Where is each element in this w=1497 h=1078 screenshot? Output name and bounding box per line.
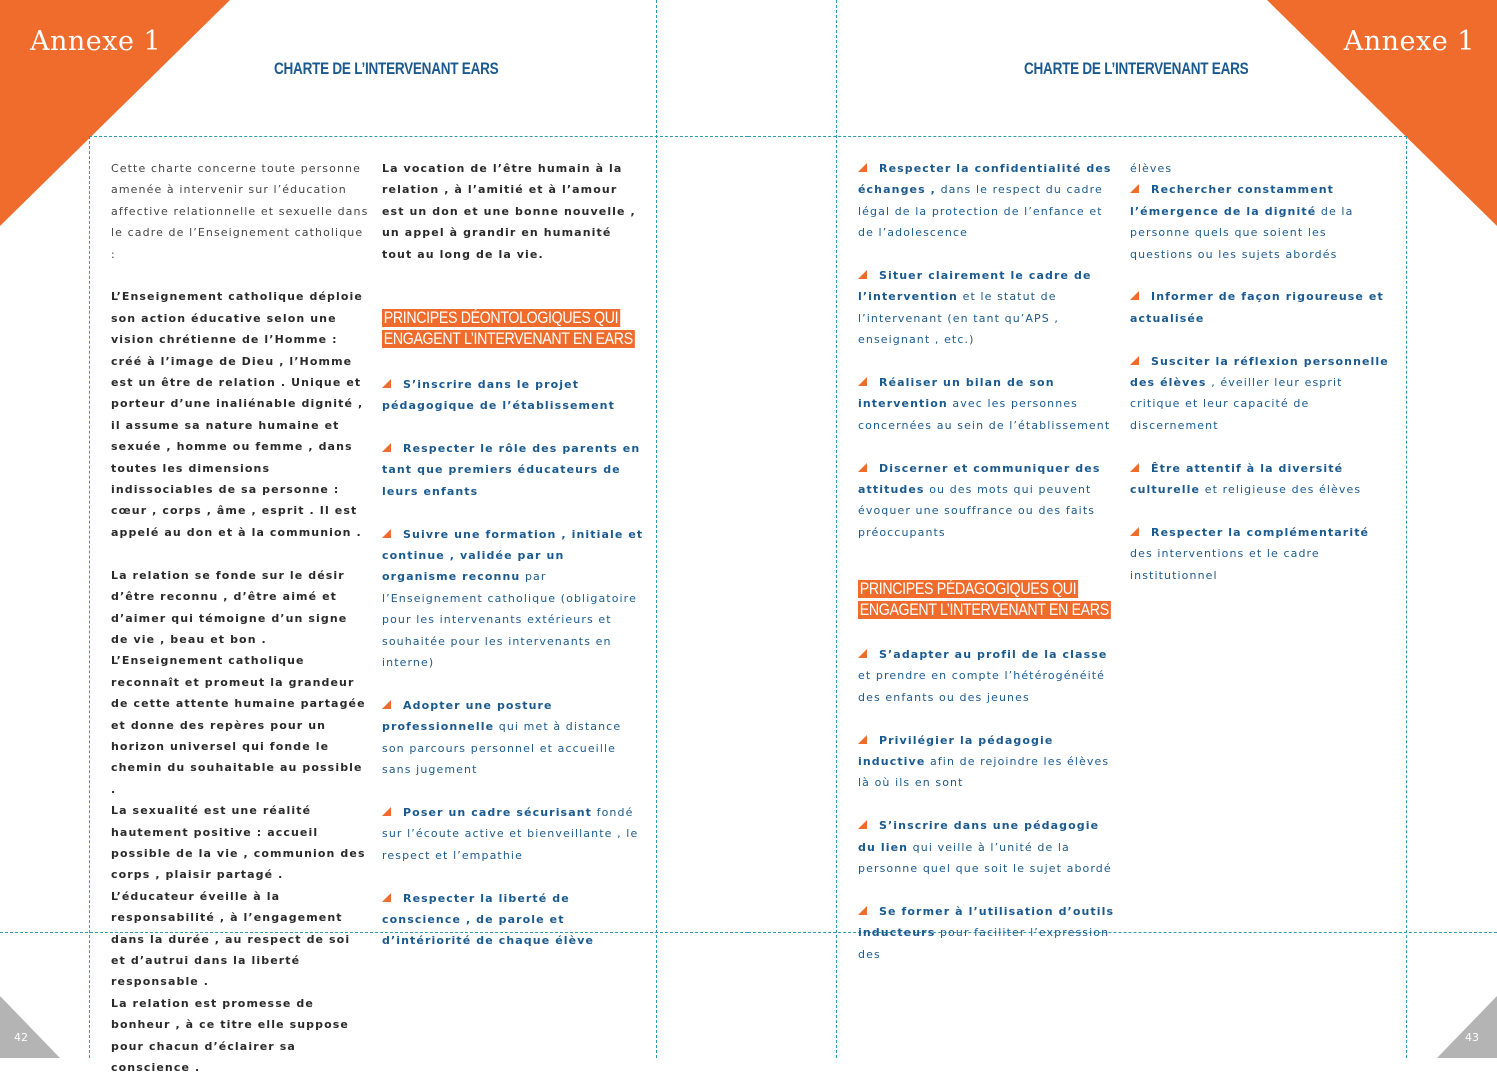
triangle-bullet-icon xyxy=(858,820,867,829)
right-page xyxy=(748,0,1497,1058)
list-item: Privilégier la pédagogie inductive afin de rejoindre les élèves là où ils en sont xyxy=(858,733,1110,790)
triangle-bullet-icon xyxy=(382,700,391,709)
right-column-1 xyxy=(858,158,1120,965)
list-item: S’inscrire dans une pédagogie du lien qui veille à l’unité de la personne quel que soit le sujet abordé xyxy=(858,819,1112,876)
triangle-bullet-icon xyxy=(858,270,867,279)
list-item: Être attentif à la diversité culturelle et religieuse des élèves xyxy=(1130,461,1362,497)
list-item: Réaliser un bilan de son intervention avec les personnes concernées au sein de l’établissement xyxy=(858,376,1111,432)
page-title: CHARTE DE L’INTERVENANT EARS xyxy=(274,60,499,78)
triangle-bullet-icon xyxy=(858,649,867,658)
list-item: Poser un cadre sécurisant fondé sur l’écoute active et bienveillante , le respect et l’empathie xyxy=(382,805,639,862)
intro-text: La vocation de l’être humain à la relation , à l’amitié et à l’amour est un don et une bonne nouvelle , un appel à grandir en humanité tout au long de la vie. xyxy=(382,162,636,261)
triangle-bullet-icon xyxy=(1130,184,1139,193)
continuation-text: élèves xyxy=(1130,162,1173,175)
guide-line xyxy=(89,136,90,1058)
bottom-left-gray-corner xyxy=(0,996,60,1058)
guide-line xyxy=(748,136,1407,137)
guide-line xyxy=(836,0,837,1058)
paragraph: L’éducateur éveille à la responsabilité , à l’engagement dans la durée , au respect de soi et d’autrui dans la liberté responsable . xyxy=(111,889,351,989)
list-item: S’inscrire dans le projet pédagogique de l’établissement xyxy=(382,377,615,413)
list-item: Rechercher constamment l’émergence de la dignité de la personne quels que soient les questions ou les sujets abordés xyxy=(1130,183,1354,261)
guide-line xyxy=(89,136,748,137)
paragraph: La relation se fonde sur le désir d’être reconnu , d’être aimé et d’aimer qui témoigne d’un signe de vie , beau et bon . L’Enseignement catholique reconnaît et promeut la grandeur de cette attente humaine partagée et donne des repères pour un horizon universel qui fonde le chemin du souhaitable au possible . xyxy=(111,568,366,796)
left-column-2 xyxy=(382,158,644,952)
list-item: Adopter une posture professionnelle qui met à distance son parcours personnel et accueille sans jugement xyxy=(382,698,622,777)
page-title: CHARTE DE L’INTERVENANT EARS xyxy=(1024,60,1249,78)
list-item: Informer de façon rigoureuse et actualisée xyxy=(1130,290,1384,325)
list-item: Se former à l’utilisation d’outils inducteurs pour faciliter l’expression des xyxy=(858,904,1115,961)
list-item: Discerner et communiquer des attitudes ou des mots qui peuvent évoquer une souffrance ou des faits préoccupants xyxy=(858,461,1101,539)
triangle-bullet-icon xyxy=(382,379,391,388)
triangle-bullet-icon xyxy=(382,893,391,902)
list-item: Respecter la complémentarité des interventions et le cadre institutionnel xyxy=(1130,525,1370,582)
page-number: 42 xyxy=(14,1031,28,1044)
triangle-bullet-icon xyxy=(858,735,867,744)
triangle-bullet-icon xyxy=(382,529,391,538)
triangle-bullet-icon xyxy=(1130,291,1139,300)
page-number: 43 xyxy=(1465,1031,1479,1044)
list-item: Situer clairement le cadre de l’intervention et le statut de l’intervenant (en tant qu’APS , enseignant , etc.) xyxy=(858,269,1092,347)
annexe-label: Annexe 1 xyxy=(30,26,162,57)
triangle-bullet-icon xyxy=(1130,463,1139,472)
paragraph: L’Enseignement catholique déploie son action éducative selon une vision chrétienne de l’Homme : créé à l’image de Dieu , l’Homme est un être de relation . Unique et porteur d’une inaliénable dignité , il assume sa nature humaine et sexuée , homme ou femme , dans toutes les dimensions indissociables de sa personne : cœur , corps , âme , esprit . Il est appelé au don et à la communion . xyxy=(111,290,364,539)
annexe-label: Annexe 1 xyxy=(1343,26,1475,57)
paragraph: La sexualité est une réalité hautement positive : accueil possible de la vie , communion des corps , plaisir partagé . xyxy=(111,804,366,882)
triangle-bullet-icon xyxy=(858,163,867,172)
triangle-bullet-icon xyxy=(1130,356,1139,365)
list-item: Respecter la confidentialité des échanges , dans le respect du cadre légal de la protection de l’enfance et de l’adolescence xyxy=(858,162,1112,240)
right-column-2 xyxy=(1130,158,1392,586)
triangle-bullet-icon xyxy=(858,463,867,472)
list-item: Suivre une formation , initiale et continue , validée par un organisme reconnu par l’Enseignement catholique (obligatoire pour les intervenants extérieurs et souhaitée pour les intervenants en interne) xyxy=(382,527,644,670)
triangle-bullet-icon xyxy=(858,377,867,386)
triangle-bullet-icon xyxy=(1130,527,1139,536)
section-heading: PRINCIPES DÉONTOLOGIQUES QUI ENGAGENT L’INTERVENANT EN EARS xyxy=(383,309,633,349)
section-heading: PRINCIPES PÉDAGOGIQUES QUI ENGAGENT L’INTERVENANT EN EARS xyxy=(859,579,1109,619)
left-page xyxy=(0,0,748,1075)
guide-line xyxy=(656,0,657,1058)
guide-line xyxy=(1406,136,1407,1058)
list-item: Respecter le rôle des parents en tant que premiers éducateurs de leurs enfants xyxy=(382,442,641,498)
intro-text: Cette charte concerne toute personne amenée à intervenir sur l’éducation affective relationnelle et sexuelle dans le cadre de l’Enseignement catholique : xyxy=(111,162,369,261)
list-item: Respecter la liberté de conscience , de parole et d’intériorité de chaque élève xyxy=(382,891,595,948)
paragraph: La relation est promesse de bonheur , à ce titre elle suppose pour chacun d’éclairer sa conscience . xyxy=(111,996,349,1075)
list-item: S’adapter au profil de la classe et prendre en compte l’hétérogénéité des enfants ou des jeunes xyxy=(858,648,1108,704)
left-column-1 xyxy=(111,158,369,1078)
list-item: Susciter la réflexion personnelle des élèves , éveiller leur esprit critique et leur capacité de discernement xyxy=(1130,354,1389,432)
triangle-bullet-icon xyxy=(382,807,391,816)
triangle-bullet-icon xyxy=(858,906,867,915)
triangle-bullet-icon xyxy=(382,443,391,452)
bottom-right-gray-corner xyxy=(1437,996,1497,1058)
